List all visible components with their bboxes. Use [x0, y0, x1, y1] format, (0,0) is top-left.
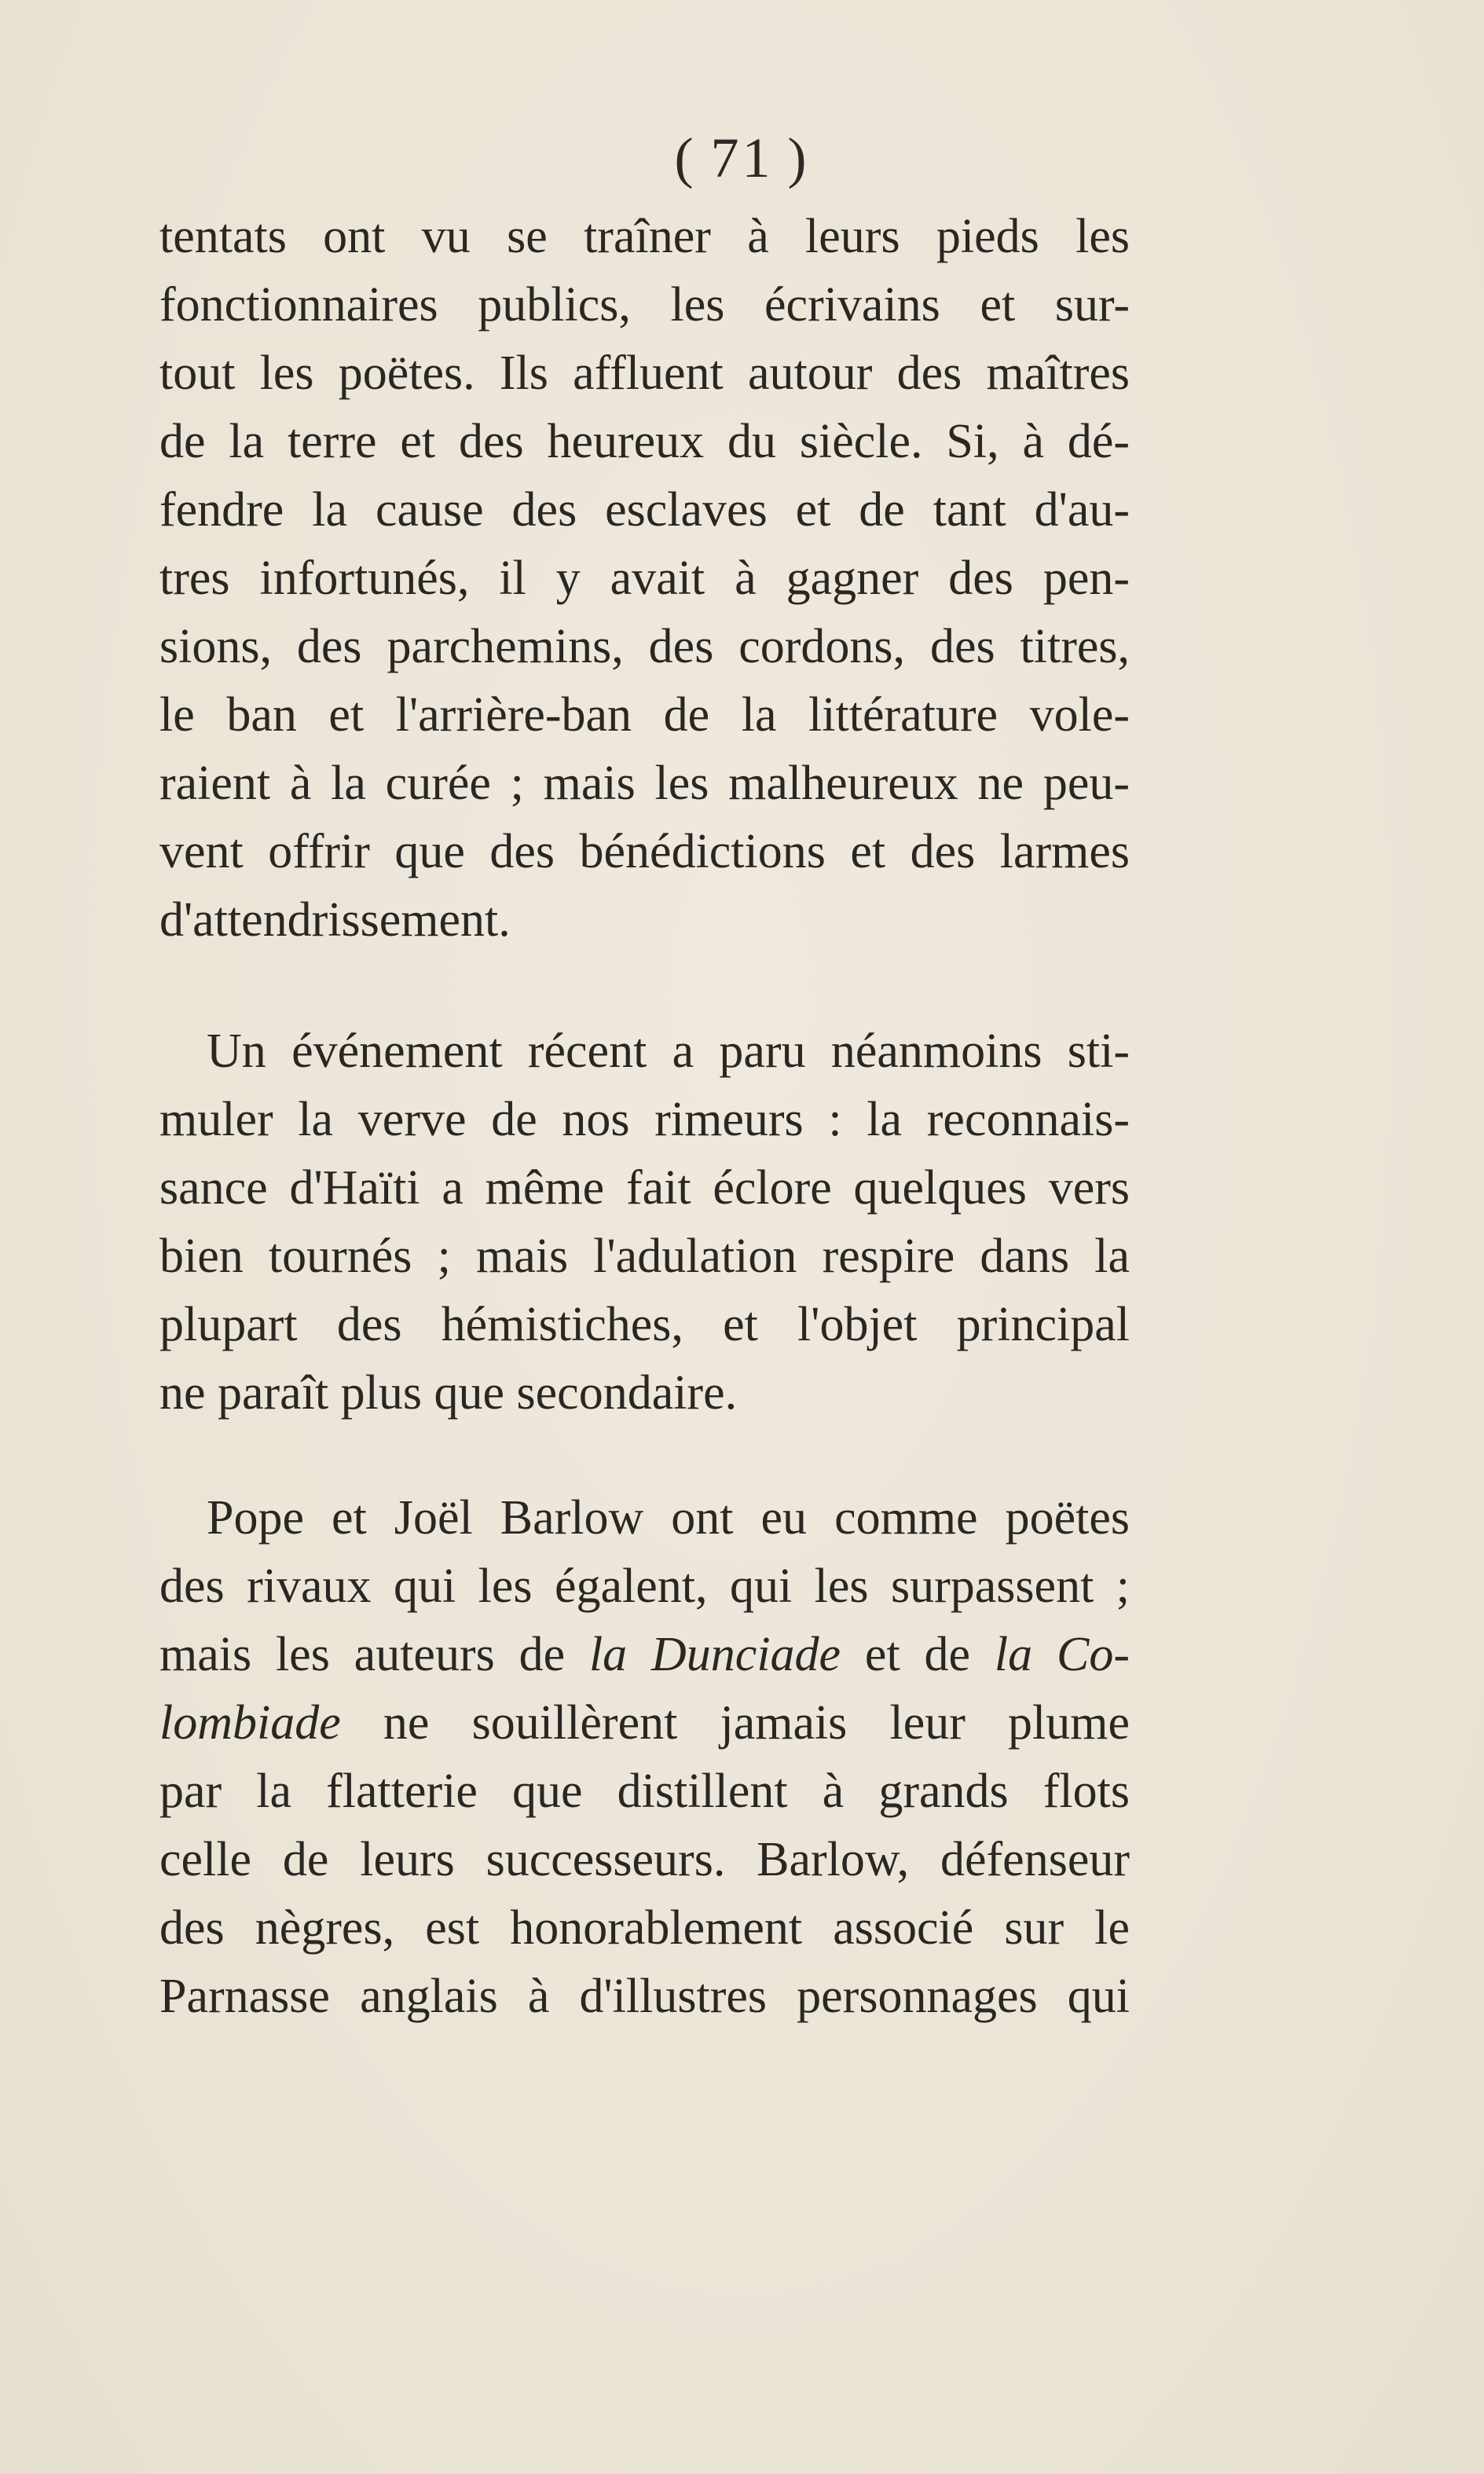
text-line: vent offrir que des bénédictions et des larmes: [159, 825, 1130, 878]
paragraph-gap: [159, 1428, 1130, 1484]
text-line: ne paraît plus que secondaire.: [159, 1366, 738, 1420]
text-line: le ban et l'arrière-ban de la littérature vole-: [159, 688, 1130, 742]
text-run: ne souillèrent jamais leur plume: [340, 1696, 1130, 1750]
text-line: sions, des parchemins, des cordons, des titres,: [159, 620, 1130, 673]
paragraph-2: [159, 1017, 1130, 1428]
text-line: tout les poëtes. Ils affluent autour des maîtres: [159, 346, 1130, 400]
text-line: [159, 1621, 1130, 1689]
text-line: par la flatterie que distillent à grands flots: [159, 1765, 1130, 1818]
book-title-colombiade-part2: lombiade: [159, 1696, 341, 1750]
text-line: celle de leurs successeurs. Barlow, défenseur: [159, 1833, 1130, 1886]
text-line: des nègres, est honorablement associé sur le: [159, 1901, 1130, 1955]
text-line: bien tournés ; mais l'adulation respire dans la: [159, 1230, 1130, 1283]
book-title-colombiade-part1: la Co-: [994, 1628, 1130, 1681]
page-number-close-paren: ): [787, 126, 810, 189]
paragraph-1: [159, 203, 1130, 955]
text-line: Pope et Joël Barlow ont eu comme poëtes: [207, 1491, 1130, 1545]
text-line: fendre la cause des esclaves et de tant d'au-: [159, 483, 1130, 537]
text-line: Parnasse anglais à d'illustres personnages qui: [159, 1970, 1130, 2023]
body-text: [159, 203, 1130, 2031]
text-line: tentats ont vu se traîner à leurs pieds les: [159, 210, 1130, 263]
text-run: mais les auteurs de: [159, 1628, 589, 1681]
text-line: tres infortunés, il y avait à gagner des pen-: [159, 552, 1130, 605]
text-line: [159, 1689, 1130, 1757]
text-line: de la terre et des heureux du siècle. Si, à dé-: [159, 415, 1130, 468]
paragraph-3: [159, 1484, 1130, 2031]
text-line: Un événement récent a paru néanmoins sti-: [207, 1024, 1130, 1078]
page-number: [0, 126, 1484, 191]
book-title-dunciade: la Dunciade: [588, 1628, 841, 1681]
text-line: muler la verve de nos rimeurs : la reconnais-: [159, 1093, 1130, 1146]
text-line: plupart des hémistiches, et l'objet principal: [159, 1298, 1130, 1351]
page-number-open-paren: (: [674, 126, 697, 189]
text-run: et de: [841, 1628, 995, 1681]
page-number-value: 71: [710, 126, 774, 189]
text-line: des rivaux qui les égalent, qui les surpassent ;: [159, 1560, 1130, 1613]
text-line: raient à la curée ; mais les malheureux ne peu-: [159, 757, 1130, 810]
text-line: sance d'Haïti a même fait éclore quelques vers: [159, 1161, 1130, 1215]
paragraph-gap: [159, 955, 1130, 1017]
text-line: fonctionnaires publics, les écrivains et sur-: [159, 278, 1130, 332]
text-line: d'attendrissement.: [159, 893, 511, 947]
